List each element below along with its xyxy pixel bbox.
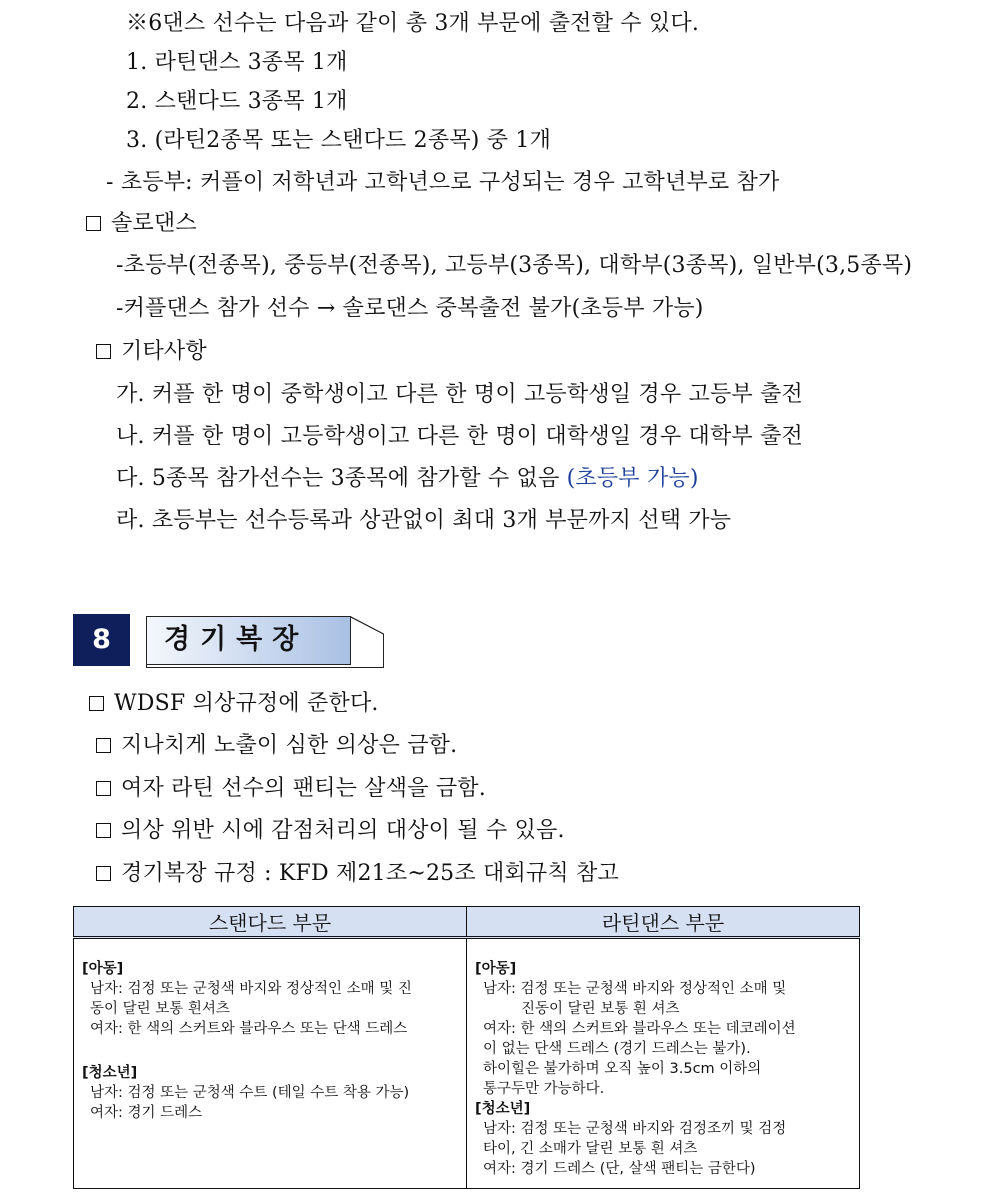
dress-rule: 지나치게 노출이 심한 의상은 금함. <box>96 732 457 760</box>
dress-rule: 여자 라틴 선수의 팬티는 살색을 금함. <box>96 775 486 803</box>
checkbox-square-icon <box>96 738 111 753</box>
section-title: 경기복장 <box>164 624 309 655</box>
list-item: 2. 스탠다드 3종목 1개 <box>126 89 348 114</box>
latin-cell <box>467 938 860 1189</box>
entry-line: 여자: 한 색의 스커트와 블라우스 또는 데코레이션 <box>483 1021 796 1037</box>
table-header-row <box>74 907 860 938</box>
section-number: 8 <box>73 614 130 666</box>
highlight-text: (초등부 가능) <box>566 466 699 491</box>
category-label: [아동] <box>475 961 517 977</box>
checkbox-square-icon <box>86 216 101 231</box>
entry-line: 남자: 검정 또는 군청색 수트 (테일 수트 착용 가능) <box>90 1085 410 1101</box>
checkbox-square-icon <box>96 344 111 359</box>
list-item: 3. (라틴2종목 또는 스탠다드 2종목) 중 1개 <box>126 128 552 153</box>
dress-code-table <box>73 906 860 1189</box>
dress-rule: 경기복장 규정 : KFD 제21조~25조 대회규칙 참고 <box>96 860 619 888</box>
solo-line: -커플댄스 참가 선수 → 솔로댄스 중복출전 불가(초등부 가능) <box>116 296 704 321</box>
entry-line: 통구두만 가능하다. <box>483 1081 605 1097</box>
entry-line: 남자: 검정 또는 군청색 바지와 검정조끼 및 검정 <box>483 1121 787 1137</box>
solo-heading: 솔로댄스 <box>86 210 197 238</box>
checkbox-square-icon <box>96 823 111 838</box>
entry-line: 남자: 검정 또는 군청색 바지와 정상적인 소매 및 진 <box>90 981 412 997</box>
latin-header: 라틴댄스 부문 <box>467 907 860 938</box>
dress-rule: WDSF 의상규정에 준한다. <box>89 690 379 718</box>
table-row <box>74 938 860 1189</box>
misc-line: 나. 커플 한 명이 고등학생이고 다른 한 명이 대학생일 경우 대학부 출전 <box>116 424 803 449</box>
elementary-note: - 초등부: 커플이 저학년과 고학년으로 구성되는 경우 고학년부로 참가 <box>106 170 780 195</box>
misc-line: 라. 초등부는 선수등록과 상관없이 최대 3개 부문까지 선택 가능 <box>116 508 732 533</box>
entry-line: 여자: 경기 드레스 (단, 살색 팬티는 금한다) <box>483 1161 756 1177</box>
section-title-box <box>146 616 384 668</box>
entry-line: 여자: 경기 드레스 <box>90 1105 203 1121</box>
category-label: [아동] <box>82 961 124 977</box>
entry-line: 하이힐은 불가하며 오직 높이 3.5cm 이하의 <box>483 1061 762 1077</box>
standard-cell <box>74 938 467 1189</box>
misc-line: 다. 5종목 참가선수는 3종목에 참가할 수 없음 (초등부 가능) <box>116 466 699 491</box>
entry-line: 남자: 검정 또는 군청색 바지와 정상적인 소매 및 <box>483 981 787 997</box>
entry-line: 이 없는 단색 드레스 (경기 드레스는 불가). <box>483 1041 751 1057</box>
entry-line: 동이 달린 보통 흰셔츠 <box>90 1001 230 1017</box>
list-item: 1. 라틴댄스 3종목 1개 <box>126 50 348 75</box>
checkbox-square-icon <box>89 696 104 711</box>
category-label: [청소년] <box>82 1065 138 1081</box>
misc-heading: 기타사항 <box>96 338 207 366</box>
dress-rule: 의상 위반 시에 감점처리의 대상이 될 수 있음. <box>96 817 565 845</box>
six-dance-note: ※6댄스 선수는 다음과 같이 총 3개 부문에 출전할 수 있다. <box>126 11 700 36</box>
standard-header: 스탠다드 부문 <box>74 907 467 938</box>
solo-line: -초등부(전종목), 중등부(전종목), 고등부(3종목), 대학부(3종목), 일반부(3,5종목) <box>116 253 913 278</box>
entry-line: 진동이 달린 보통 흰 셔츠 <box>521 1001 680 1017</box>
entry-line: 여자: 한 색의 스커트와 블라우스 또는 단색 드레스 <box>90 1021 408 1037</box>
checkbox-square-icon <box>96 866 111 881</box>
category-label: [청소년] <box>475 1101 531 1117</box>
misc-line: 가. 커플 한 명이 중학생이고 다른 한 명이 고등학생일 경우 고등부 출전 <box>116 382 803 407</box>
checkbox-square-icon <box>96 781 111 796</box>
entry-line: 타이, 긴 소매가 달린 보통 흰 셔츠 <box>483 1141 698 1157</box>
